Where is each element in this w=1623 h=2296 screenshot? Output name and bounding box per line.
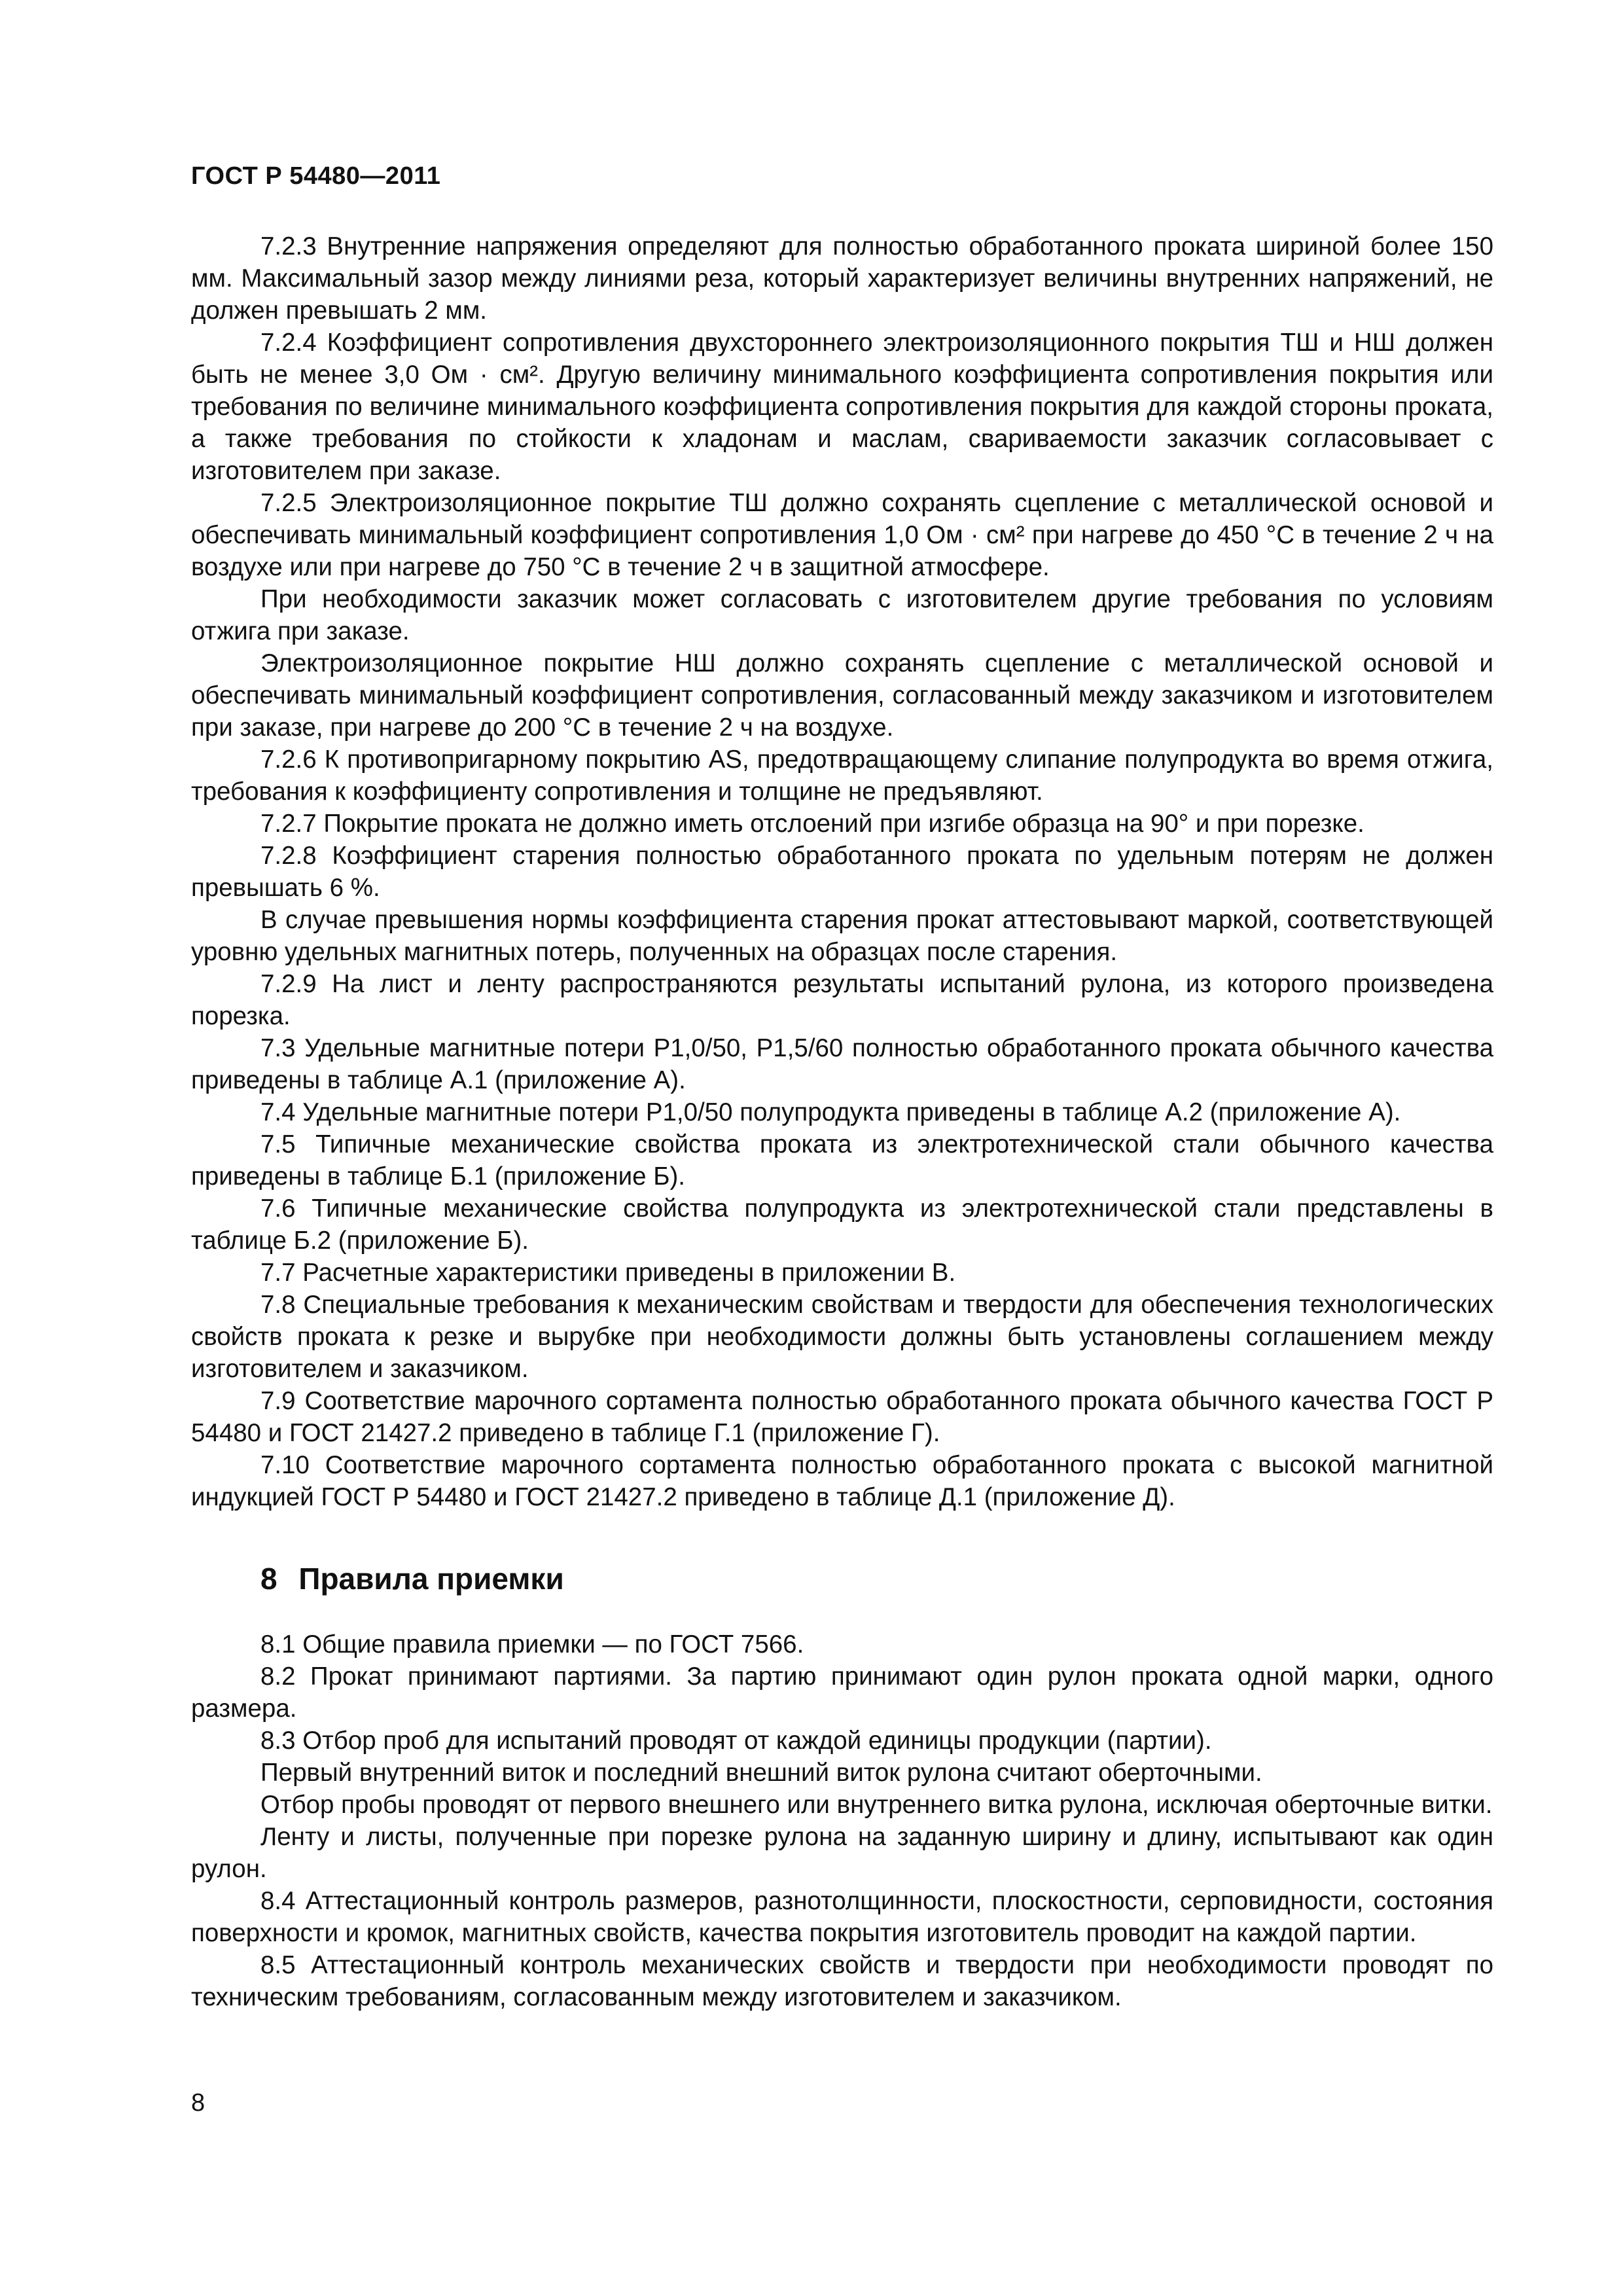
- paragraph-7-2-3: 7.2.3 Внутренние напряжения определяют для полностью обработанного проката шириной более 150 мм. Максимальный зазор между линиями реза, который характеризует величины внутренних напряжений, не должен превышать 2 мм.: [191, 232, 1493, 325]
- paragraph-aging-exceed: В случае превышения нормы коэффициента старения прокат аттестовывают маркой, соответствующей уровню удельных магнитных потерь, полученных на образцах после старения.: [191, 906, 1493, 966]
- paragraph-7-9: 7.9 Соответствие марочного сортамента полностью обработанного проката обычного качества ГОСТ Р 54480 и ГОСТ 21427.2 приведено в таблице Г.1 (приложение Г).: [191, 1387, 1493, 1447]
- section-number: 8: [260, 1562, 277, 1596]
- paragraph-7-2-8: 7.2.8 Коэффициент старения полностью обработанного проката по удельным потерям не должен превышать 6 %.: [191, 842, 1493, 902]
- document-header: ГОСТ Р 54480—2011: [191, 162, 441, 190]
- paragraph-wrapping-coils: Первый внутренний виток и последний внешний виток рулона считают оберточными.: [260, 1759, 1262, 1787]
- paragraph-nsh-coating: Электроизоляционное покрытие НШ должно сохранять сцепление с металлической основой и обеспечивать минимальный коэффициент сопротивления, согласованный между заказчиком и изготовителем при заказе, при нагреве до 200 °С в течение 2 ч на воздухе.: [191, 649, 1493, 742]
- paragraph-8-5: 8.5 Аттестационный контроль механических свойств и твердости при необходимости проводят по техническим требованиям, согласованным между изготовителем и заказчиком.: [191, 1951, 1493, 2011]
- paragraph-7-2-9: 7.2.9 На лист и ленту распространяются результаты испытаний рулона, из которого произведена порезка.: [191, 970, 1493, 1030]
- paragraph-8-3: 8.3 Отбор проб для испытаний проводят от каждой единицы продукции (партии).: [260, 1727, 1212, 1755]
- paragraph-7-2-4: 7.2.4 Коэффициент сопротивления двухстороннего электроизоляционного покрытия ТШ и НШ должен быть не менее 3,0 Ом · см². Другую величину минимального коэффициента сопротивления покрытия или требования по величине минимального коэффициента сопротивления покрытия для каждой стороны проката, а также требования по стойкости к хладонам и маслам, свариваемости заказчик согласовывает с изготовителем при заказе.: [191, 329, 1493, 485]
- paragraph-sample-selection: Отбор пробы проводят от первого внешнего или внутреннего витка рулона, исключая оберточные витки.: [260, 1791, 1493, 1819]
- paragraph-7-5: 7.5 Типичные механические свойства проката из электротехнической стали обычного качества приведены в таблице Б.1 (приложение Б).: [191, 1130, 1493, 1191]
- paragraph-7-8: 7.8 Специальные требования к механическим свойствам и твердости для обеспечения технологических свойств проката к резке и вырубке при необходимости должны быть установлены соглашением между изготовителем и заказчиком.: [191, 1291, 1493, 1383]
- section-title: Правила приемки: [298, 1562, 564, 1596]
- paragraph-7-2-5: 7.2.5 Электроизоляционное покрытие ТШ должно сохранять сцепление с металлической основой и обеспечивать минимальный коэффициент сопротивления 1,0 Ом · см² при нагреве до 450 °С в течение 2 ч на воздухе или при нагреве до 750 °С в течение 2 ч в защитной атмосфере.: [191, 489, 1493, 581]
- paragraph-strip-sheets: Ленту и листы, полученные при порезке рулона на заданную ширину и длину, испытывают как один рулон.: [191, 1823, 1493, 1883]
- page-number: 8: [191, 2089, 205, 2117]
- section-heading-8: [191, 1560, 1493, 1597]
- paragraph-8-2: 8.2 Прокат принимают партиями. За партию принимают один рулон проката одной марки, одного размера.: [191, 1662, 1493, 1723]
- paragraph-8-4: 8.4 Аттестационный контроль размеров, разнотолщинности, плоскостности, серповидности, состояния поверхности и кромок, магнитных свойств, качества покрытия изготовитель проводит на каждой партии.: [191, 1887, 1493, 1947]
- paragraph-7-3: 7.3 Удельные магнитные потери P1,0/50, P1,5/60 полностью обработанного проката обычного качества приведены в таблице А.1 (приложение А).: [191, 1034, 1493, 1094]
- document-body: [191, 230, 1493, 2013]
- paragraph-8-1: 8.1 Общие правила приемки — по ГОСТ 7566.: [260, 1630, 804, 1659]
- paragraph-7-10: 7.10 Соответствие марочного сортамента полностью обработанного проката с высокой магнитной индукцией ГОСТ Р 54480 и ГОСТ 21427.2 приведено в таблице Д.1 (приложение Д).: [191, 1451, 1493, 1511]
- paragraph-7-4: 7.4 Удельные магнитные потери P1,0/50 полупродукта приведены в таблице А.2 (приложение А).: [260, 1098, 1401, 1126]
- paragraph-7-2-6: 7.2.6 К противопригарному покрытию AS, предотвращающему слипание полупродукта во время отжига, требования к коэффициенту сопротивления и толщине не предъявляют.: [191, 745, 1493, 806]
- paragraph-7-6: 7.6 Типичные механические свойства полупродукта из электротехнической стали представлены в таблице Б.2 (приложение Б).: [191, 1194, 1493, 1255]
- paragraph-7-2-7: 7.2.7 Покрытие проката не должно иметь отслоений при изгибе образца на 90° и при порезке.: [260, 810, 1364, 838]
- paragraph-7-7: 7.7 Расчетные характеристики приведены в приложении В.: [260, 1259, 956, 1287]
- paragraph-annealing-agreement: При необходимости заказчик может согласовать с изготовителем другие требования по условиям отжига при заказе.: [191, 585, 1493, 645]
